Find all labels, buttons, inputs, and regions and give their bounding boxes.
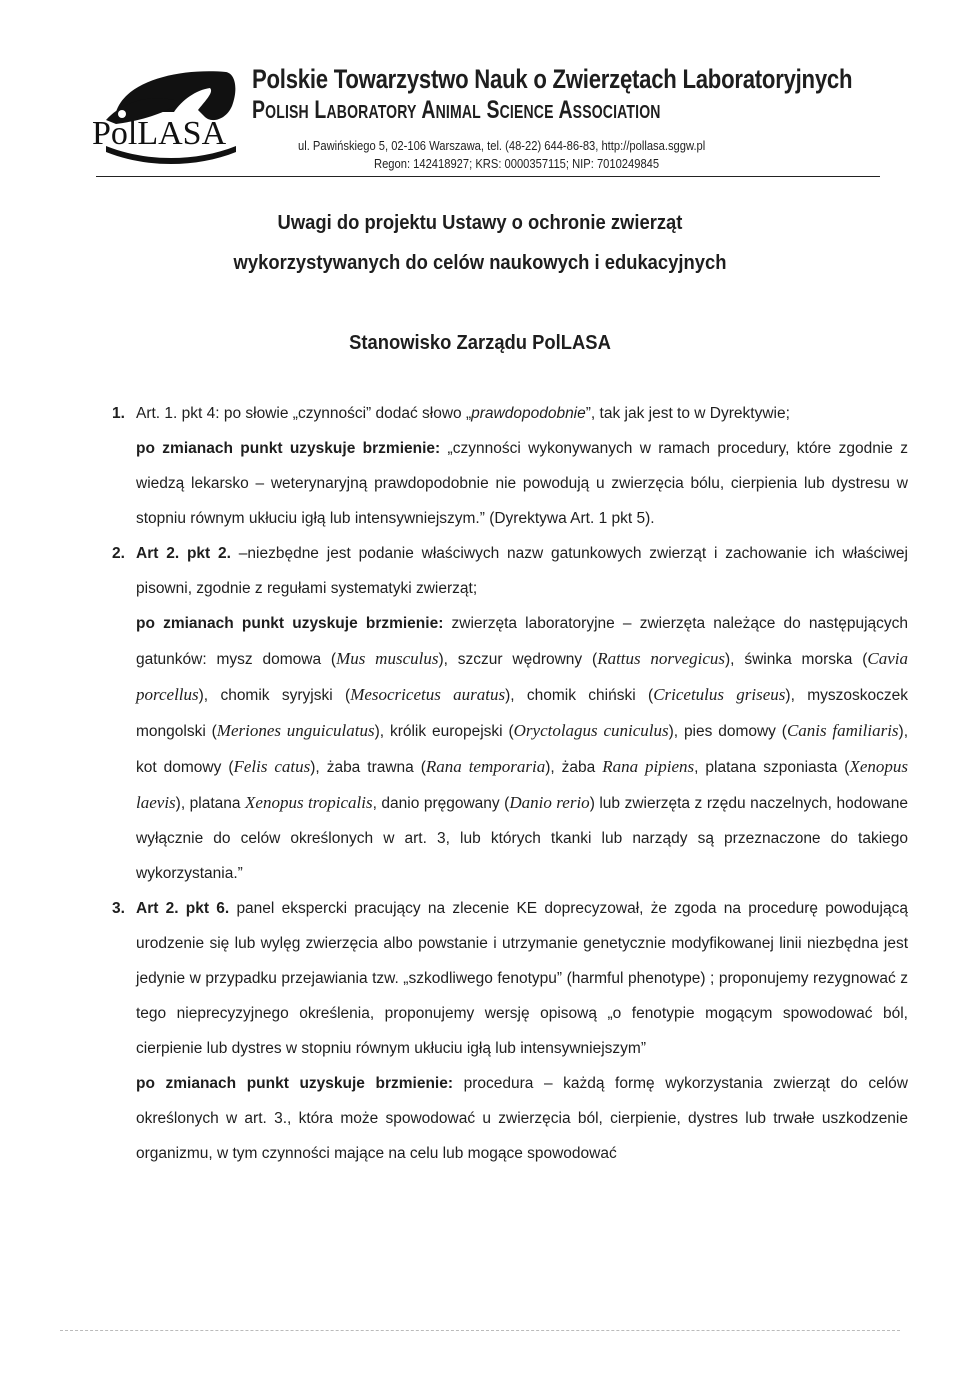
org-name-en: Polish Laboratory Animal Science Association: [252, 96, 661, 124]
item-1-change: [136, 431, 908, 536]
list-item-3: [112, 891, 908, 1171]
species-name: Cavia porcellus: [136, 649, 908, 704]
text-span: , danio pręgowany (: [372, 795, 510, 812]
letterhead-divider: [96, 176, 880, 177]
text-span: ), chomik syryjski (: [198, 687, 351, 704]
text-span: Art. 1. pkt 4: po słowie „czynności” dodać słowo „: [136, 405, 472, 422]
logo-text: PolLASA: [92, 115, 227, 152]
text-span: ), żaba: [545, 759, 603, 776]
scan-footer-marks: [60, 1330, 900, 1335]
text-span: ), kot domowy (: [136, 723, 909, 776]
text-span: ), żaba trawna (: [310, 759, 426, 776]
text-span: zwierzęta laboratoryjne – zwierzęta należące do następujących gatunków: mysz domowa (: [136, 615, 908, 668]
item-number: 1.: [112, 405, 125, 422]
item-number: 2.: [112, 545, 125, 562]
item-1-paragraph: [136, 396, 908, 431]
text-span: ”, tak jak jest to w Dyrektywie;: [585, 405, 790, 422]
item-3-paragraph: [136, 891, 908, 1066]
species-name: Canis familiaris: [786, 721, 899, 740]
text-span: ), pies domowy (: [668, 723, 787, 740]
article-ref: Art 2. pkt 2.: [136, 545, 231, 562]
species-name: Rana temporaria: [425, 757, 546, 776]
species-name: Meriones unguiculatus: [216, 721, 375, 740]
species-name: Danio rerio: [509, 793, 590, 812]
change-text: procedura – każdą formę wykorzystania zwierząt do celów określonych w art. 3., która może spowodować u zwierzęcia ból, cierpienie, dystres lub trwałe uszkodzenie organizmu, w tym czynności mające na celu lub mogące spowodować: [136, 1075, 908, 1162]
item-2-paragraph: [136, 536, 908, 606]
text-span: ), szczur wędrowny (: [438, 651, 598, 668]
document-subtitle: Stanowisko Zarządu PolLASA: [349, 332, 611, 354]
org-name-pl: Polskie Towarzystwo Nauk o Zwierzętach Laboratoryjnych: [252, 64, 853, 94]
species-name: Cricetulus griseus: [653, 685, 786, 704]
species-name: Xenopus laevis: [136, 757, 908, 812]
letterhead: [86, 50, 886, 182]
species-name: Oryctolagus cuniculus: [513, 721, 669, 740]
org-registry: Regon: 142418927; KRS: 0000357115; NIP: 7010249845: [374, 156, 660, 171]
species-name: Mus musculus: [336, 649, 439, 668]
text-span: ), chomik chiński (: [505, 687, 654, 704]
change-text: „czynności wykonywanych w ramach procedury, które zgodnie z wiedzą lekarsko – weterynaryjną prawdopodobnie nie powodują u zwierzęcia bólu, cierpienia lub dystresu w stopniu równym ukłuciu igłą lub intensywniejszym.” (Dyrektywa Art. 1 pkt 5).: [136, 440, 908, 527]
change-label: po zmianach punkt uzyskuje brzmienie:: [136, 615, 444, 632]
species-name: Rana pipiens: [602, 757, 695, 776]
text-span: ), myszoskoczek mongolski (: [136, 687, 908, 740]
text-span: ), świnka morska (: [725, 651, 868, 668]
text-span: ), platana: [175, 795, 246, 812]
list-item-1: [112, 396, 908, 536]
item-number: 3.: [112, 900, 125, 917]
document-title-line2: wykorzystywanych do celów naukowych i edukacyjnych: [233, 252, 727, 274]
italic-term: prawdopodobnie: [471, 405, 586, 422]
document-title-line1: Uwagi do projektu Ustawy o ochronie zwierząt: [277, 212, 683, 234]
text-span: ), królik europejski (: [374, 723, 514, 740]
text-span: panel ekspercki pracujący na zlecenie KE doprecyzował, że zgoda na procedurę powodującą urodzenie się lub wylęg zwierzęcia albo powstanie i utrzymanie genetycznie modyfikowanej linii niezbędna jest jedynie w przypadku przejawiania tzw. „szkodliwego fenotypu” (harmful phenotype) ; proponujemy rezygnować z tego nieprecyzyjnego określenia, proponujemy wersję opisową „o fenotypie mogącym spowodować ból, cierpienie lub dystres w stopniu równym ukłuciu igłą lub intensywniejszym”: [136, 900, 908, 1057]
change-label: po zmianach punkt uzyskuje brzmienie:: [136, 440, 441, 457]
article-ref: Art 2. pkt 6.: [136, 900, 230, 917]
list-item-2: [112, 536, 909, 891]
rat-logo-icon: [86, 50, 246, 180]
species-name: Mesocricetus auratus: [350, 685, 506, 704]
org-address: ul. Pawińskiego 5, 02-106 Warszawa, tel. (48-22) 644-86-83, http://pollasa.sggw.pl: [298, 138, 706, 153]
text-span: , platana szponiasta (: [694, 759, 850, 776]
item-2-change: [136, 606, 908, 891]
text-span: –niezbędne jest podanie właściwych nazw gatunkowych zwierząt i zachowanie ich właściwej pisowni, zgodnie z regułami systematyki zwierząt;: [136, 545, 908, 597]
change-label: po zmianach punkt uzyskuje brzmienie:: [136, 1075, 454, 1092]
species-name: Felis catus: [233, 757, 311, 776]
species-name: Xenopus tropicalis: [245, 793, 373, 812]
document-body: [112, 396, 909, 1171]
text-span: ) lub zwierzęta z rzędu naczelnych, hodowane wyłącznie do celów określonych w art. 3, lub których tkanki lub narządy są przeznaczone do takiego wykorzystania.”: [136, 795, 909, 882]
item-3-change: [136, 1066, 908, 1171]
species-name: Rattus norvegicus: [597, 649, 726, 668]
